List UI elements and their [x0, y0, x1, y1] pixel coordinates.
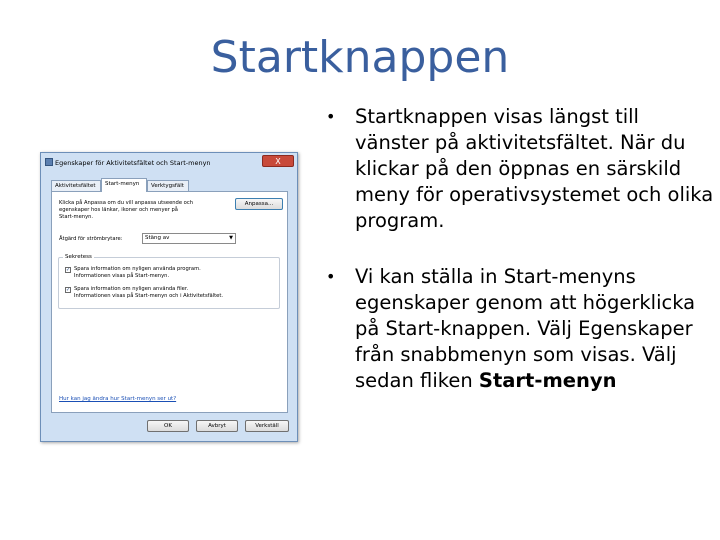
power-button-label: Åtgärd för strömbrytare:: [59, 236, 123, 242]
tab-panel: [51, 191, 288, 413]
bullet-dot: •: [326, 267, 336, 286]
tab-aktivitetsfaltet[interactable]: Aktivitetsfältet: [51, 180, 101, 191]
bullet-text: Vi kan ställa in Start-menyns egenskaper genom att högerklicka på Start-knappen. Välj Egenskaper från snabbmenyn som visas. Välj sedan fliken: [355, 265, 696, 392]
dropdown-arrow-icon: ▼: [229, 235, 233, 241]
recent-programs-sublabel: Informationen visas på Start-menyn.: [74, 273, 170, 279]
window-icon: [45, 158, 53, 166]
apply-button[interactable]: Verkställ: [245, 420, 289, 432]
bullet-list: [324, 104, 716, 394]
close-button[interactable]: X: [262, 155, 294, 167]
intro-text-line: Start-menyn.: [59, 214, 94, 220]
cancel-button[interactable]: Avbryt: [196, 420, 238, 432]
help-link[interactable]: Hur kan jag ändra hur Start-menyn ser ut?: [59, 396, 177, 402]
recent-files-sublabel: Informationen visas på Start-menyn och i Aktivitetsfältet.: [74, 293, 224, 299]
intro-text-line: egenskaper hos länkar, ikoner och menyer på: [59, 207, 178, 213]
intro-text-line: Klicka på Anpassa om du vill anpassa utseende och: [59, 200, 194, 206]
privacy-group-label: Sekretess: [65, 254, 92, 260]
bullet-item: [324, 104, 716, 234]
slide-title: Startknappen: [210, 32, 510, 83]
dialog-title: [45, 158, 211, 167]
recent-programs-label: Spara information om nyligen använda program.: [74, 266, 201, 272]
dialog-title-text: Egenskaper för Aktivitetsfältet och Start-menyn: [55, 159, 211, 167]
bullet-text: Startknappen visas längst till vänster på aktivitetsfältet. När du klickar på den öppnas en särskild meny för operativsystemet och olika program.: [355, 105, 714, 232]
recent-files-label: Spara information om nyligen använda filer.: [74, 286, 189, 292]
tab-verktygsfalt[interactable]: Verktygsfält: [147, 180, 189, 191]
power-action-select[interactable]: [142, 233, 236, 244]
bullet-dot: •: [326, 107, 336, 126]
ok-button[interactable]: OK: [147, 420, 189, 432]
bullet-bold-text: Start-menyn: [478, 369, 617, 392]
recent-programs-checkbox[interactable]: ✓: [66, 267, 71, 273]
bullet-item: [324, 264, 716, 394]
recent-files-checkbox[interactable]: ✓: [66, 287, 71, 293]
privacy-group: [58, 254, 280, 309]
power-action-value: Stäng av: [145, 235, 170, 241]
properties-dialog-screenshot: [40, 152, 298, 442]
customize-button[interactable]: Anpassa...: [235, 198, 283, 210]
tab-start-menyn[interactable]: Start-menyn: [101, 178, 147, 192]
